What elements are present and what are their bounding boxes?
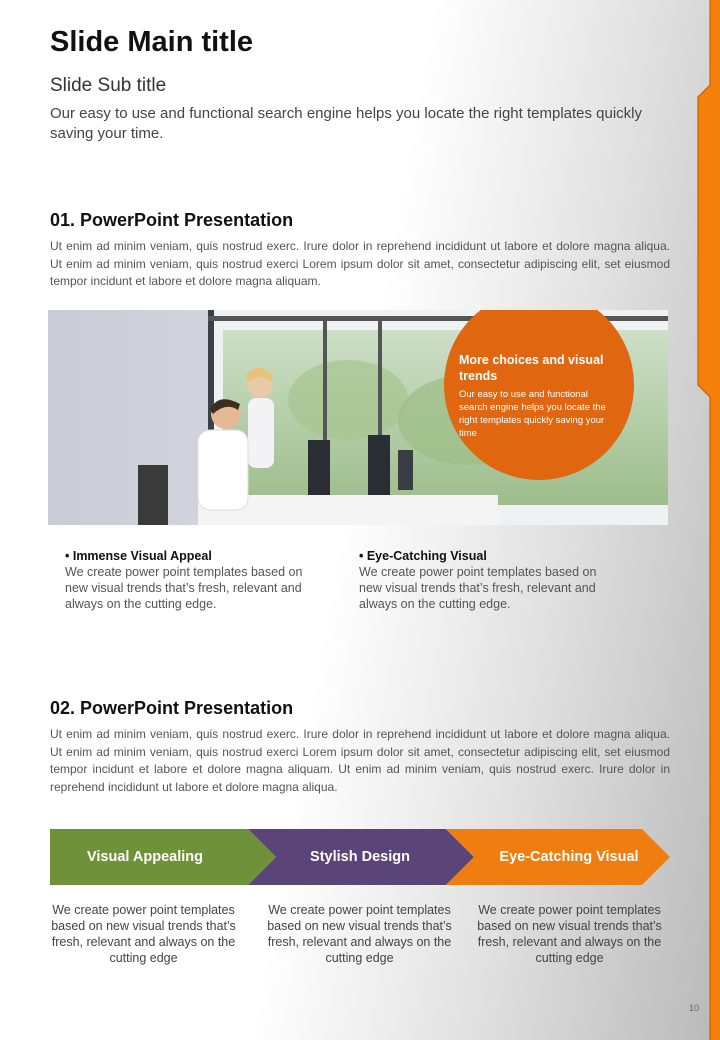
callout-title: More choices and visual trends: [459, 353, 604, 383]
page-number: 10: [689, 1003, 700, 1013]
feature-immense-visual: [65, 548, 315, 612]
step-3-text: We create power point templates based on new visual trends that’s fresh, relevant and always on the cutting edge: [477, 903, 662, 965]
feature-text: We create power point templates based on new visual trends that’s fresh, relevant and always on the cutting edge.: [65, 565, 303, 611]
step-1-label: Visual Appealing: [86, 849, 204, 865]
feature-text: We create power point templates based on new visual trends that’s fresh, relevant and always on the cutting edge.: [359, 565, 597, 611]
process-chevron-row: [50, 829, 670, 885]
office-photo: [48, 310, 668, 525]
callout-text: Our easy to use and functional search engine helps you locate the right templates quickly saving your time: [459, 389, 606, 439]
section-1-title: 01. PowerPoint Presentation: [50, 210, 294, 230]
page-title: Slide Main title: [50, 26, 254, 58]
step-3-label: Eye-Catching Visual: [499, 849, 639, 865]
step-2-label: Stylish Design: [310, 849, 410, 865]
side-accent-bar: [680, 0, 720, 1040]
feature-eye-catching: [359, 548, 609, 612]
intro-text: Our easy to use and functional search engine helps you locate the right templates quickly saving your time.: [50, 105, 643, 142]
step-1-text: We create power point templates based on new visual trends that’s fresh, relevant and always on the cutting edge: [51, 903, 236, 965]
feature-title: • Immense Visual Appeal: [65, 549, 212, 563]
feature-title: • Eye-Catching Visual: [359, 549, 487, 563]
section-1-body: Ut enim ad minim veniam, quis nostrud exerc. Irure dolor in reprehend incididunt ut labore et dolore magna aliqua. Ut enim ad minim veniam, quis nostrud exerci Lorem ipsum dolor sit amet, consectetur adipiscing elit, set eiusmod tempor incidunt et labore et dolore magna aliquam.: [50, 239, 670, 288]
section-2-body: Ut enim ad minim veniam, quis nostrud exerc. Irure dolor in reprehend incididunt ut labore et dolore magna aliqua. Ut enim ad minim veniam, quis nostrud exerci Lorem ipsum dolor sit amet, consectetur adipiscing elit, set eiusmod tempor incidunt et labore et dolore magna aliquam. Ut enim ad minim veniam, quis nostrud exerc. Irure dolor in reprehend incididunt ut labore et dolore magna aliqua.: [50, 727, 670, 794]
step-2-text: We create power point templates based on new visual trends that’s fresh, relevant and always on the cutting edge: [267, 903, 452, 965]
section-2-title: 02. PowerPoint Presentation: [50, 698, 294, 718]
page-subtitle: Slide Sub title: [50, 75, 167, 96]
